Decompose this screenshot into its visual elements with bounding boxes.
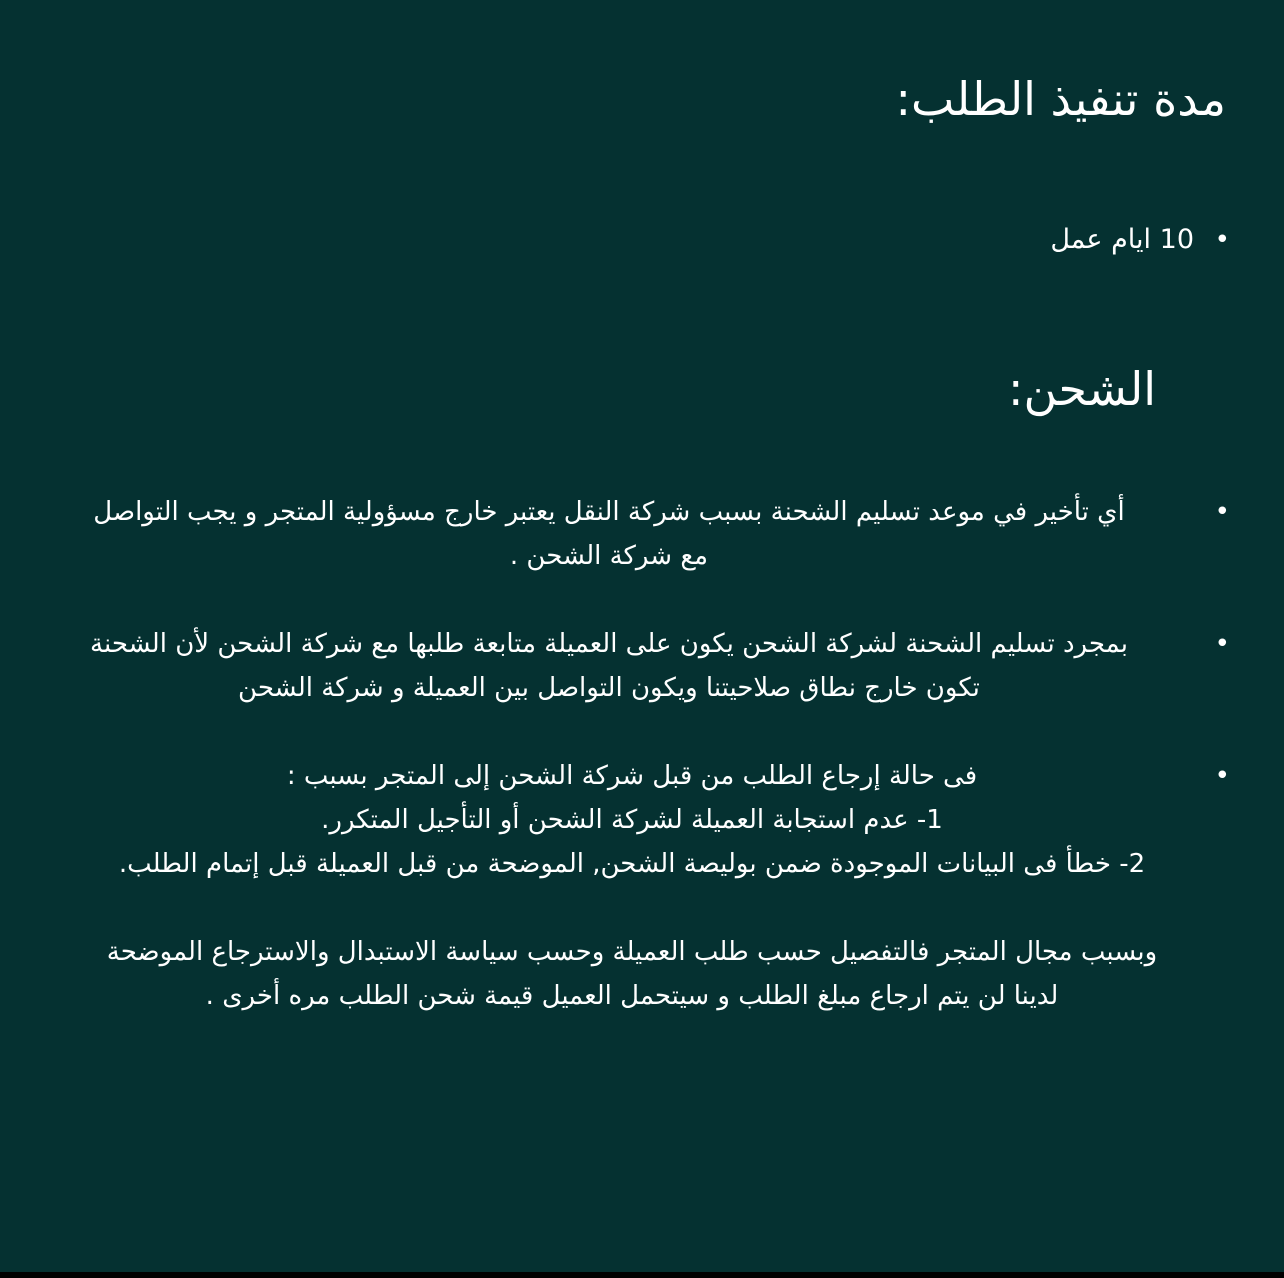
paragraph-line (0, 886, 1264, 930)
paragraph-line: 1- عدم استجابة العميلة لشركة الشحن أو التأجيل المتكرر. (321, 805, 943, 835)
paragraph-line: وبسبب مجال المتجر فالتفصيل حسب طلب العميلة وحسب سياسة الاستبدال والاسترجاع الموضحة (106, 937, 1158, 967)
shipping-item-handover (4, 622, 1214, 710)
paragraph-line: مع شركة الشحن . (509, 541, 709, 571)
shipping-heading: الشحن: (1007, 362, 1156, 416)
shipping-item-delay (4, 490, 1214, 578)
bullet-icon: • (1214, 225, 1230, 255)
duration-heading: مدة تنفيذ الطلب: (895, 72, 1226, 126)
paragraph-line: فى حالة إرجاع الطلب من قبل شركة الشحن إلى المتجر بسبب : (286, 761, 978, 791)
bullet-icon: • (1214, 497, 1230, 527)
bullet-icon: • (1214, 761, 1230, 791)
duration-item: 10 ايام عمل (1050, 224, 1194, 255)
paragraph-line: بمجرد تسليم الشحنة لشركة الشحن يكون على العميلة متابعة طلبها مع شركة الشحن لأن الشحنة (90, 629, 1128, 659)
paragraph-line: 2- خطأ فى البيانات الموجودة ضمن بوليصة الشحن, الموضحة من قبل العميلة قبل إتمام الطلب. (118, 849, 1146, 879)
paragraph-line: تكون خارج نطاق صلاحيتنا ويكون التواصل بين العميلة و شركة الشحن (238, 673, 980, 703)
paragraph-line: لدينا لن يتم ارجاع مبلغ الطلب و سيتحمل العميل قيمة شحن الطلب مره أخرى . (205, 981, 1059, 1011)
bullet-icon: • (1214, 629, 1230, 659)
shipping-item-return (0, 754, 1264, 1018)
paragraph-line: أي تأخير في موعد تسليم الشحنة بسبب شركة النقل يعتبر خارج مسؤولية المتجر و يجب التواصل (93, 497, 1125, 527)
